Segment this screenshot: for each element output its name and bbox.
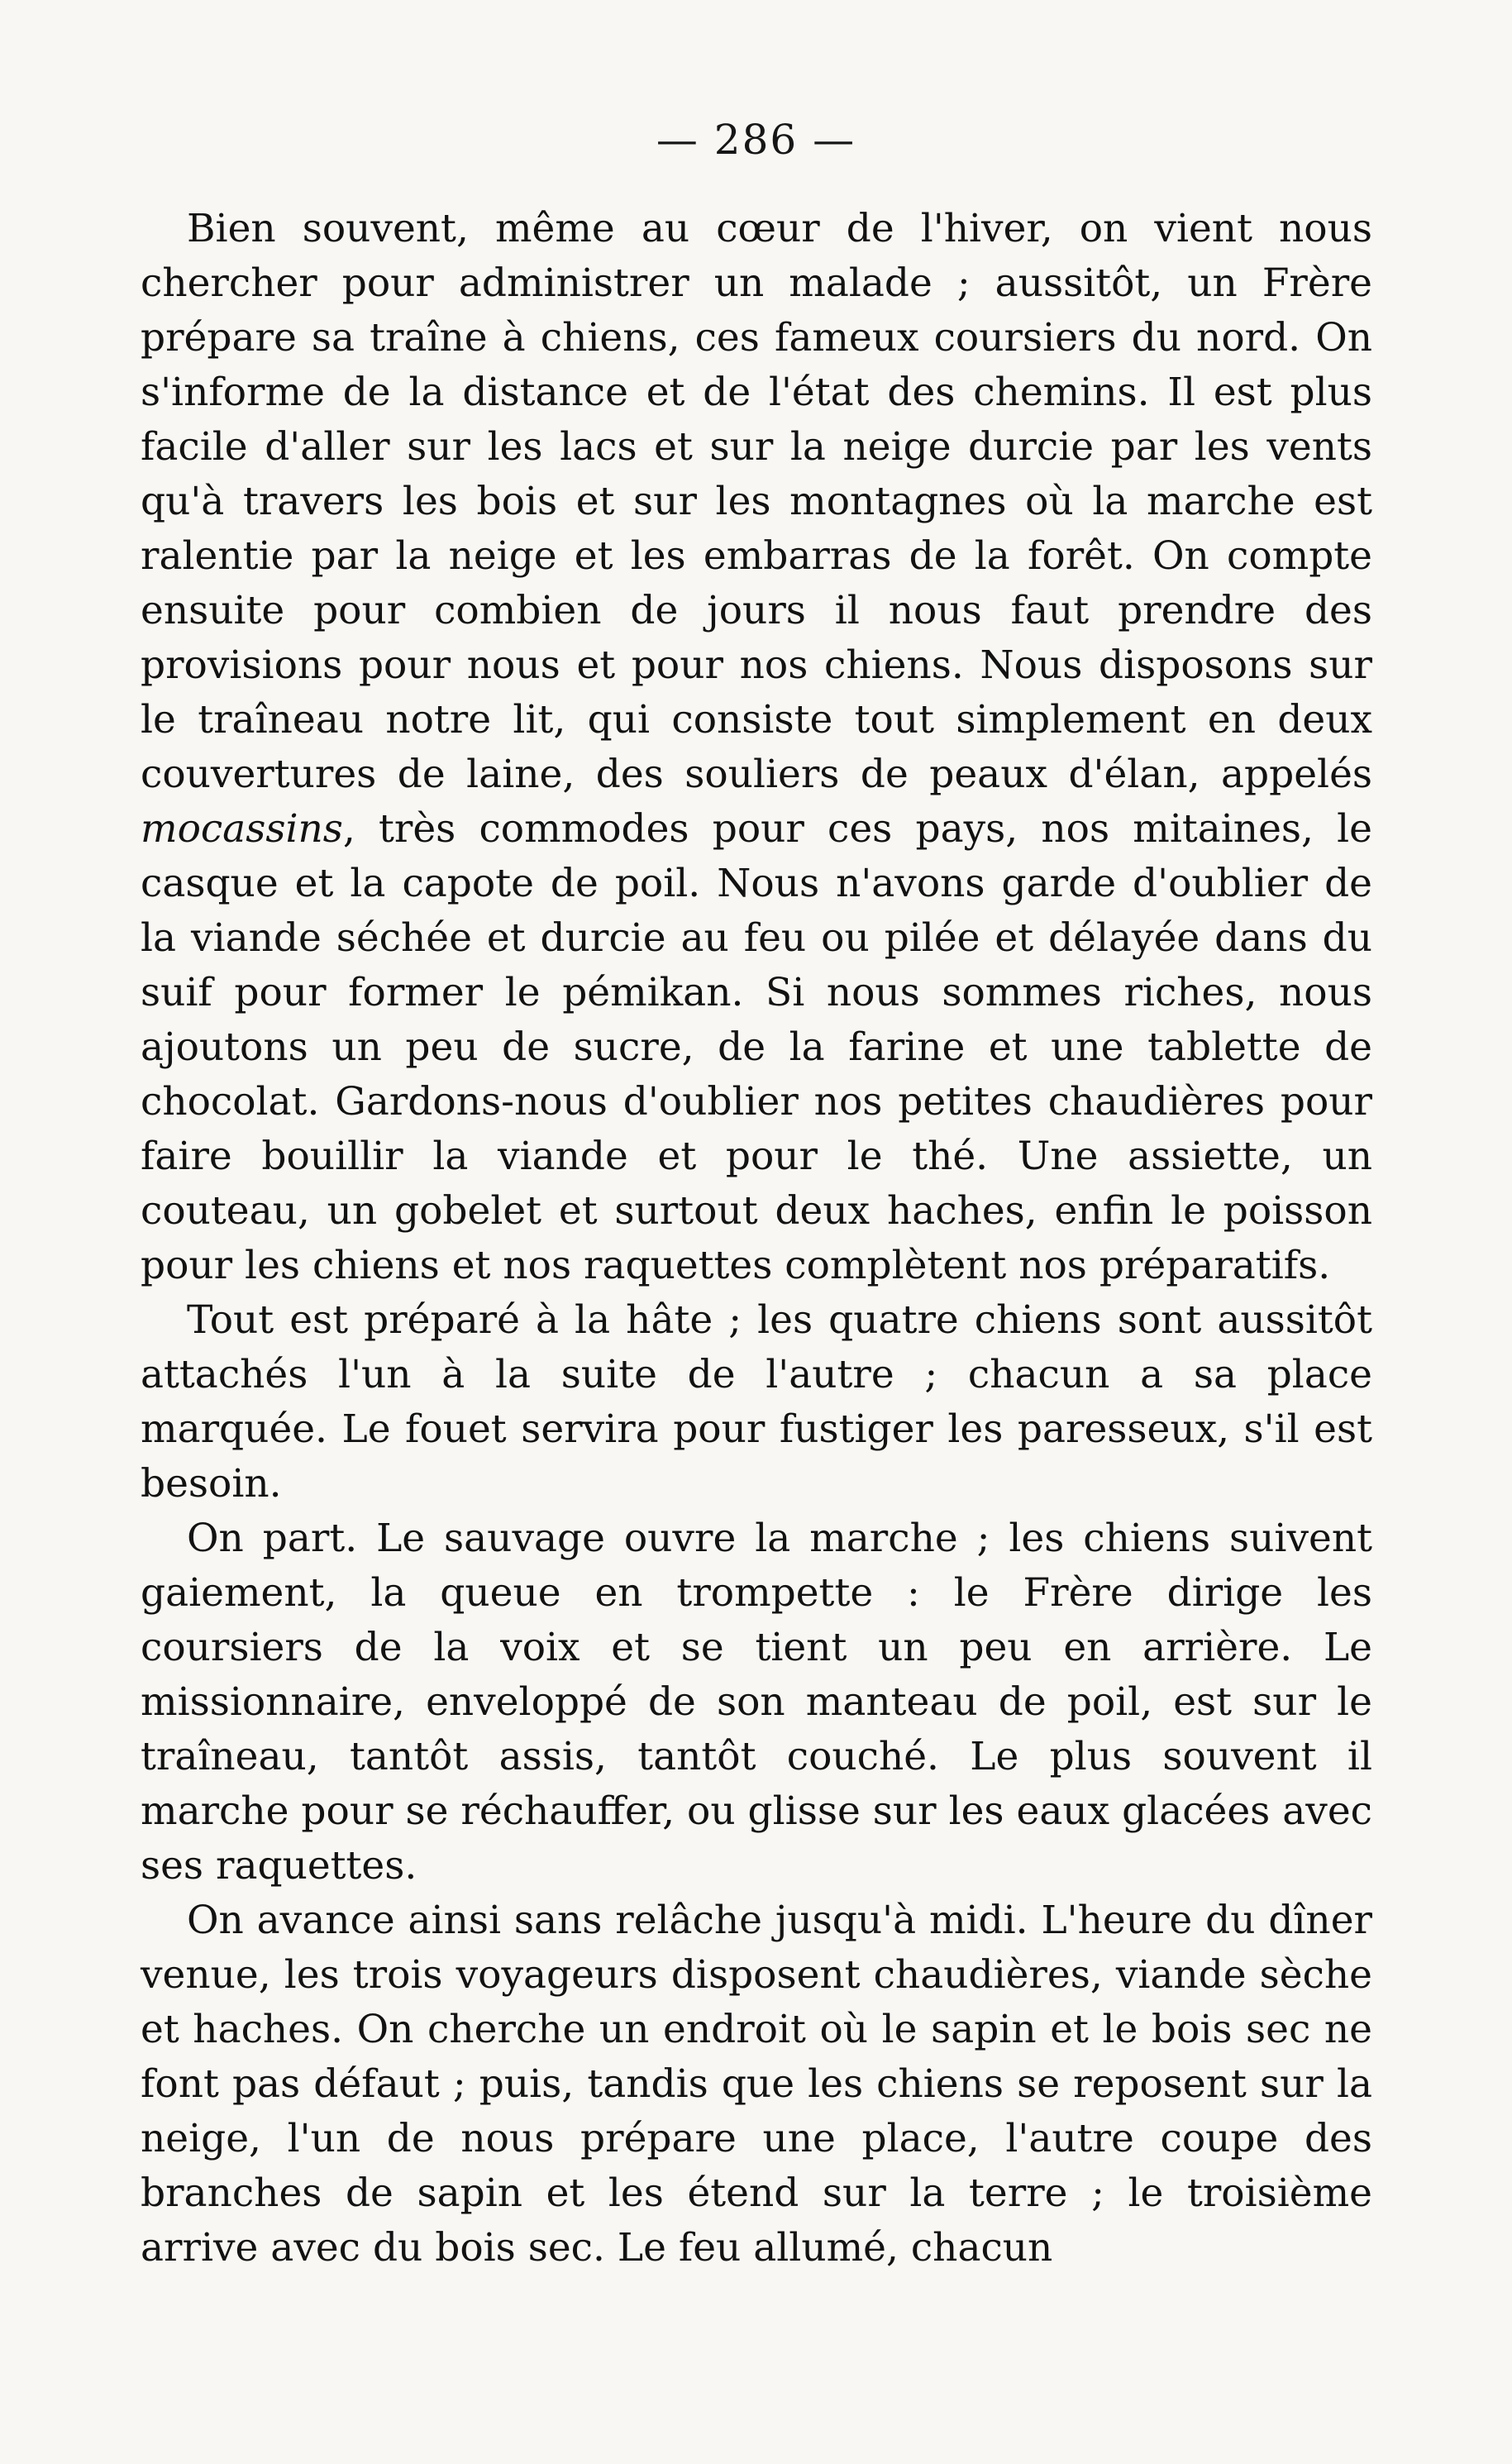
paragraph-2: Tout est préparé à la hâte ; les quatre chiens sont aussitôt attachés l'un à la suite de l'autre ; chacun a sa place marquée. Le fouet servira pour fustiger les paresseux, s'il est besoin. <box>141 1297 1372 1507</box>
page-number: — 286 — <box>656 116 856 164</box>
body-text <box>141 202 1372 2275</box>
paragraph-4: On avance ainsi sans relâche jusqu'à midi. L'heure du dîner venue, les trois voyageurs disposent chaudières, viande sèche et haches. On cherche un endroit où le sapin et le bois sec ne font pas défaut ; puis, tandis que les chiens se reposent sur la neige, l'un de nous prépare une place, l'autre coupe des branches de sapin et les étend sur la terre ; le troisième arrive avec du bois sec. Le feu allumé, chacun <box>141 1898 1372 2271</box>
paragraph-1-text-end: , très commodes pour ces pays, nos mitaines, le casque et la capote de poil. Nous n'avons garde d'oublier de la viande séchée et durcie au feu ou pilée et délayée dans du suif pour former le pémikan. Si nous sommes riches, nous ajoutons un peu de sucre, de la farine et une tablette de chocolat. Gardons-nous d'oublier nos petites chaudières pour faire bouillir la viande et pour le thé. Une assiette, un couteau, un gobelet et surtout deux haches, enfin le poisson pour les chiens et nos raquettes complètent nos préparatifs. <box>141 806 1372 1288</box>
paragraph-1-text-start: Bien souvent, même au cœur de l'hiver, on vient nous chercher pour administrer un malade ; aussitôt, un Frère prépare sa traîne à chiens, ces fameux coursiers du nord. On s'informe de la distance et de l'état des chemins. Il est plus facile d'aller sur les lacs et sur la neige durcie par les vents qu'à travers les bois et sur les montagnes où la marche est ralentie par la neige et les embarras de la forêt. On compte ensuite pour combien de jours il nous faut prendre des provisions pour nous et pour nos chiens. Nous disposons sur le traîneau notre lit, qui consiste tout simplement en deux couvertures de laine, des souliers de peaux d'élan, appelés <box>141 206 1372 797</box>
italic-term-mocassins: mocassins <box>141 806 343 852</box>
paragraph-3: On part. Le sauvage ouvre la marche ; les chiens suivent gaiement, la queue en trompette : le Frère dirige les coursiers de la voix et se tient un peu en arrière. Le missionnaire, enveloppé de son manteau de poil, est sur le traîneau, tantôt assis, tantôt couché. Le plus souvent il marche pour se réchauffer, ou glisse sur les eaux glacées avec ses raquettes. <box>141 1516 1372 1889</box>
paragraph-1 <box>141 202 1372 1293</box>
